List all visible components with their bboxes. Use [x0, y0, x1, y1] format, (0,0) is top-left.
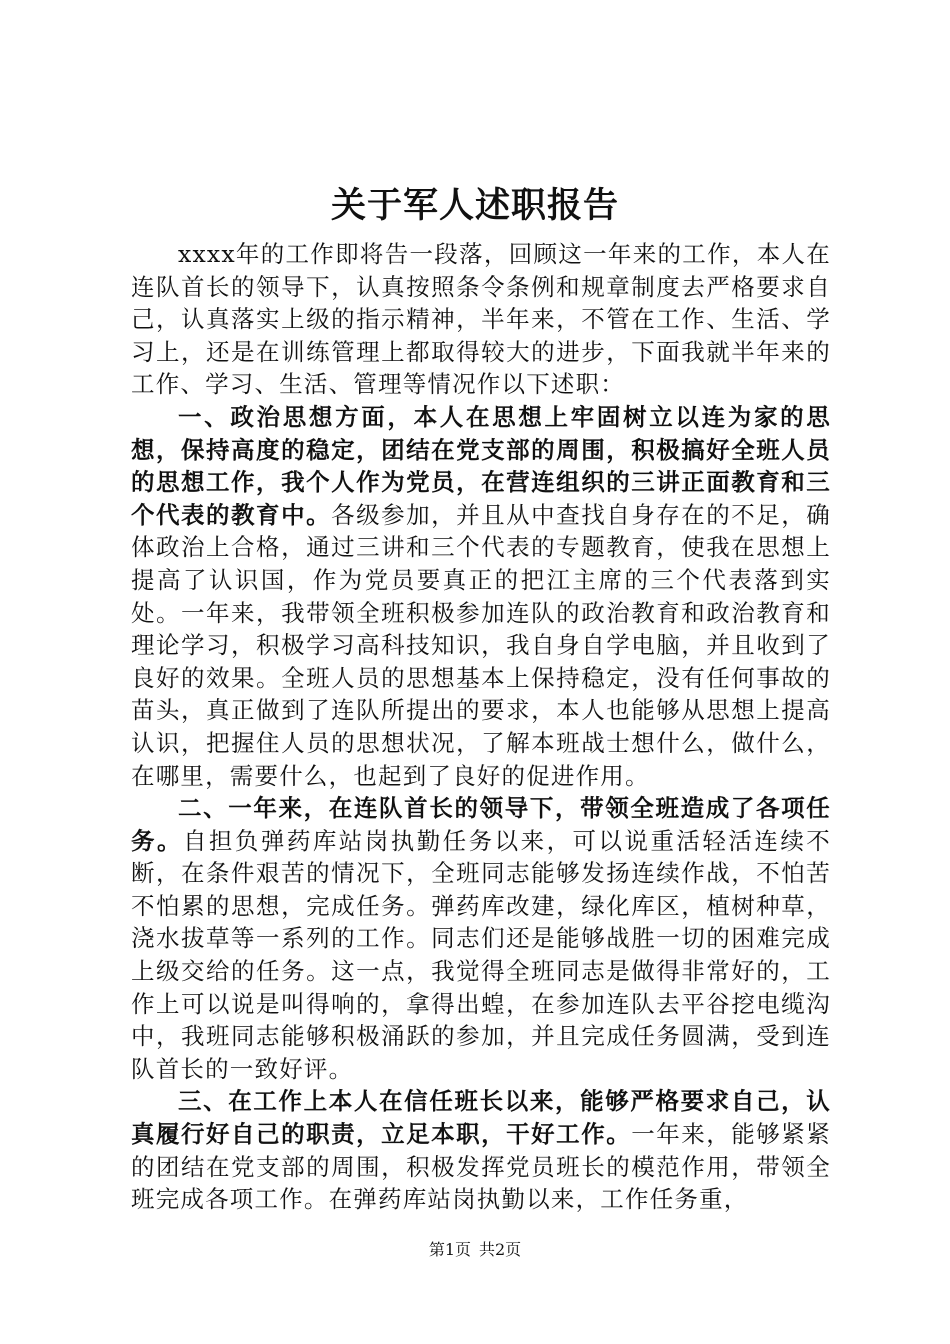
paragraph-text: 各级参加，并且从中查找自身存在的不足，确体政治上合格，通过三讲和三个代表的专题教育，使我在思想上提高了认识国，作为党员要真正的把江主席的三个代表落到实处。一年来，我带领全班积极参加连队的政治教育和政治教育和理论学习，积极学习高科技知识，我自身自学电脑，并且收到了良好的效果。全班人员的思想基本上保持稳定，没有任何事故的苗头，真正做到了连队所提出的要求，本人也能够从思想上提高认识，把握住人员的思想状况，了解本班战士想什么，做什么，在哪里，需要什么，也起到了良好的促进作用。	[131, 500, 831, 790]
paragraph-tasks	[131, 792, 831, 1085]
paragraph-text: 自担负弹药库站岗执勤任务以来，可以说重活轻活连续不断，在条件艰苦的情况下，全班同志能够发扬连续作战，不怕苦不怕累的思想，完成任务。弹药库改建，绿化库区，植树种草，浇水拔草等一系列的工作。同志们还是能够战胜一切的困难完成上级交给的任务。这一点，我觉得全班同志是做得非常好的，工作上可以说是叫得响的，拿得出蝗，在参加连队去平谷挖电缆沟中，我班同志能够积极涌跃的参加，并且完成任务圆满，受到连队首长的一致好评。	[131, 826, 832, 1083]
paragraph-text: 一年来，能够紧紧的团结在党支部的周围，积极发挥党员班长的模范作用，带领全班完成各项工作。在弹药库站岗执勤以来，工作任务重，	[131, 1120, 831, 1214]
paragraph-text: xxxx年的工作即将告一段落，回顾这一年来的工作，本人在连队首长的领导下，认真按照条令条例和规章制度去严格要求自己，认真落实上级的指示精神，半年来，不管在工作、生活、学习上，还是在训练管理上都取得较大的进步，下面我就半年来的工作、学习、生活、管理等情况作以下述职：	[131, 240, 831, 399]
page-footer	[0, 1239, 950, 1261]
page-number: 第1页	[428, 1240, 471, 1259]
page-total: 共2页	[479, 1240, 522, 1259]
paragraph-work	[131, 1085, 831, 1215]
paragraph-political	[131, 401, 831, 792]
paragraph-intro	[131, 238, 831, 401]
paragraph-heading: 一、政治思想方面，本人在思想上牢固树立以连为家的思想，保持高度的稳定，团结在党支部的周围，积极搞好全班人员的思想工作，我个人作为党员，在营连组织的三讲正面教育和三个代表的教育中。	[131, 402, 831, 529]
document-title: 关于军人述职报告	[330, 185, 619, 226]
document-body	[131, 238, 831, 1216]
paragraph-heading: 三、在工作上本人在信任班长以来，能够严格要求自己，认真履行好自己的职责，立足本职，干好工作。	[131, 1087, 831, 1149]
paragraph-heading: 二、一年来，在连队首长的领导下，带领全班造成了各项任务。	[131, 794, 831, 855]
